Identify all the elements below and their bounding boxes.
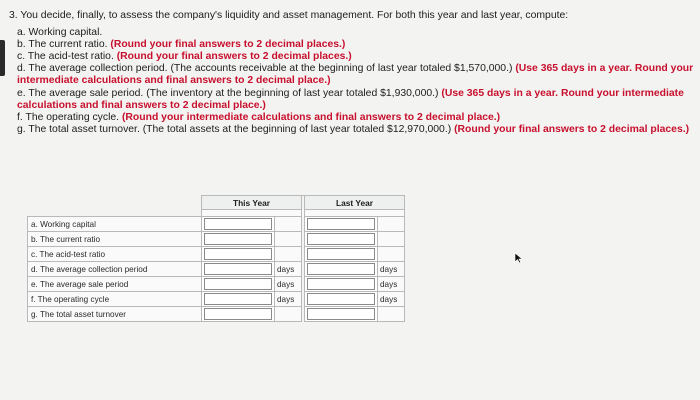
unit-label-last-year [378, 247, 405, 262]
unit-label-this-year: days [275, 262, 302, 277]
part-f [9, 112, 697, 124]
unit-label-this-year: days [275, 277, 302, 292]
table-spacer-row [28, 210, 405, 217]
unit-label-last-year: days [378, 262, 405, 277]
part-c-text: c. The acid-test ratio. [17, 51, 117, 63]
part-g [9, 124, 697, 136]
answer-input-last-year[interactable] [307, 263, 375, 275]
row-label: d. The average collection period [28, 262, 202, 277]
table-header-row [28, 196, 405, 210]
answer-input-last-year[interactable] [307, 278, 375, 290]
answer-input-this-year[interactable] [204, 263, 272, 275]
part-d-instruction: (Use 365 days in a year. Round your intermediate calculations and final answers to 2 decimal place.) [17, 63, 694, 87]
part-e [9, 88, 697, 112]
row-label: c. The acid-test ratio [28, 247, 202, 262]
table-row [28, 247, 405, 262]
part-f-instruction: (Round your intermediate calculations and final answers to 2 decimal place.) [121, 111, 501, 123]
answer-input-last-year[interactable] [307, 308, 375, 320]
answer-input-last-year[interactable] [307, 218, 375, 230]
part-b [9, 39, 697, 51]
row-label: a. Working capital [28, 217, 202, 232]
table-row [28, 292, 405, 307]
table-row [28, 277, 405, 292]
part-f-text: f. The operating cycle. [17, 111, 122, 123]
unit-label-this-year [275, 247, 302, 262]
row-label: g. The total asset turnover [28, 307, 202, 322]
part-a-text: a. Working capital. [17, 27, 103, 39]
header-this-year: This Year [202, 196, 302, 210]
answer-input-this-year[interactable] [204, 308, 272, 320]
part-b-instruction: (Round your final answers to 2 decimal places.) [110, 39, 346, 51]
answer-input-this-year[interactable] [204, 278, 272, 290]
unit-label-last-year [378, 307, 405, 322]
unit-label-this-year [275, 232, 302, 247]
table-row [28, 232, 405, 247]
part-c [9, 51, 697, 63]
unit-label-this-year [275, 217, 302, 232]
table-row [28, 307, 405, 322]
part-d [9, 63, 697, 87]
table-row [28, 217, 405, 232]
question-text [9, 10, 697, 136]
answer-input-last-year[interactable] [307, 248, 375, 260]
unit-label-last-year [378, 232, 405, 247]
question-intro: 3. You decide, finally, to assess the company's liquidity and asset management. For both this year and last year, compute: [9, 10, 569, 21]
header-last-year: Last Year [305, 196, 405, 210]
answer-input-this-year[interactable] [204, 218, 272, 230]
part-g-instruction: (Round your final answers to 2 decimal places.) [454, 123, 690, 135]
left-edge-tab [0, 40, 5, 76]
part-a [9, 27, 697, 39]
row-label: b. The current ratio [28, 232, 202, 247]
row-label: e. The average sale period [28, 277, 202, 292]
answer-input-this-year[interactable] [204, 233, 272, 245]
part-b-text: b. The current ratio. [17, 39, 111, 51]
answer-table [27, 195, 405, 322]
answer-input-last-year[interactable] [307, 233, 375, 245]
row-label: f. The operating cycle [28, 292, 202, 307]
unit-label-last-year: days [378, 292, 405, 307]
part-e-text: e. The average sale period. (The inventory at the beginning of last year totaled $1,930,000.) [17, 87, 442, 99]
answer-input-last-year[interactable] [307, 293, 375, 305]
part-d-text: d. The average collection period. (The accounts receivable at the beginning of last year totaled $1,570,000.) [17, 63, 516, 75]
table-row [28, 262, 405, 277]
mouse-pointer-icon [514, 252, 524, 264]
unit-label-this-year [275, 307, 302, 322]
part-g-text: g. The total asset turnover. (The total assets at the beginning of last year totaled $12,970,000.) [17, 123, 455, 135]
answer-input-this-year[interactable] [204, 248, 272, 260]
answer-input-this-year[interactable] [204, 293, 272, 305]
unit-label-last-year: days [378, 277, 405, 292]
unit-label-this-year: days [275, 292, 302, 307]
part-e-instruction: (Use 365 days in a year. Round your intermediate calculations and final answers to 2 decimal place.) [17, 87, 684, 111]
unit-label-last-year [378, 217, 405, 232]
part-c-instruction: (Round your final answers to 2 decimal places.) [116, 51, 352, 63]
